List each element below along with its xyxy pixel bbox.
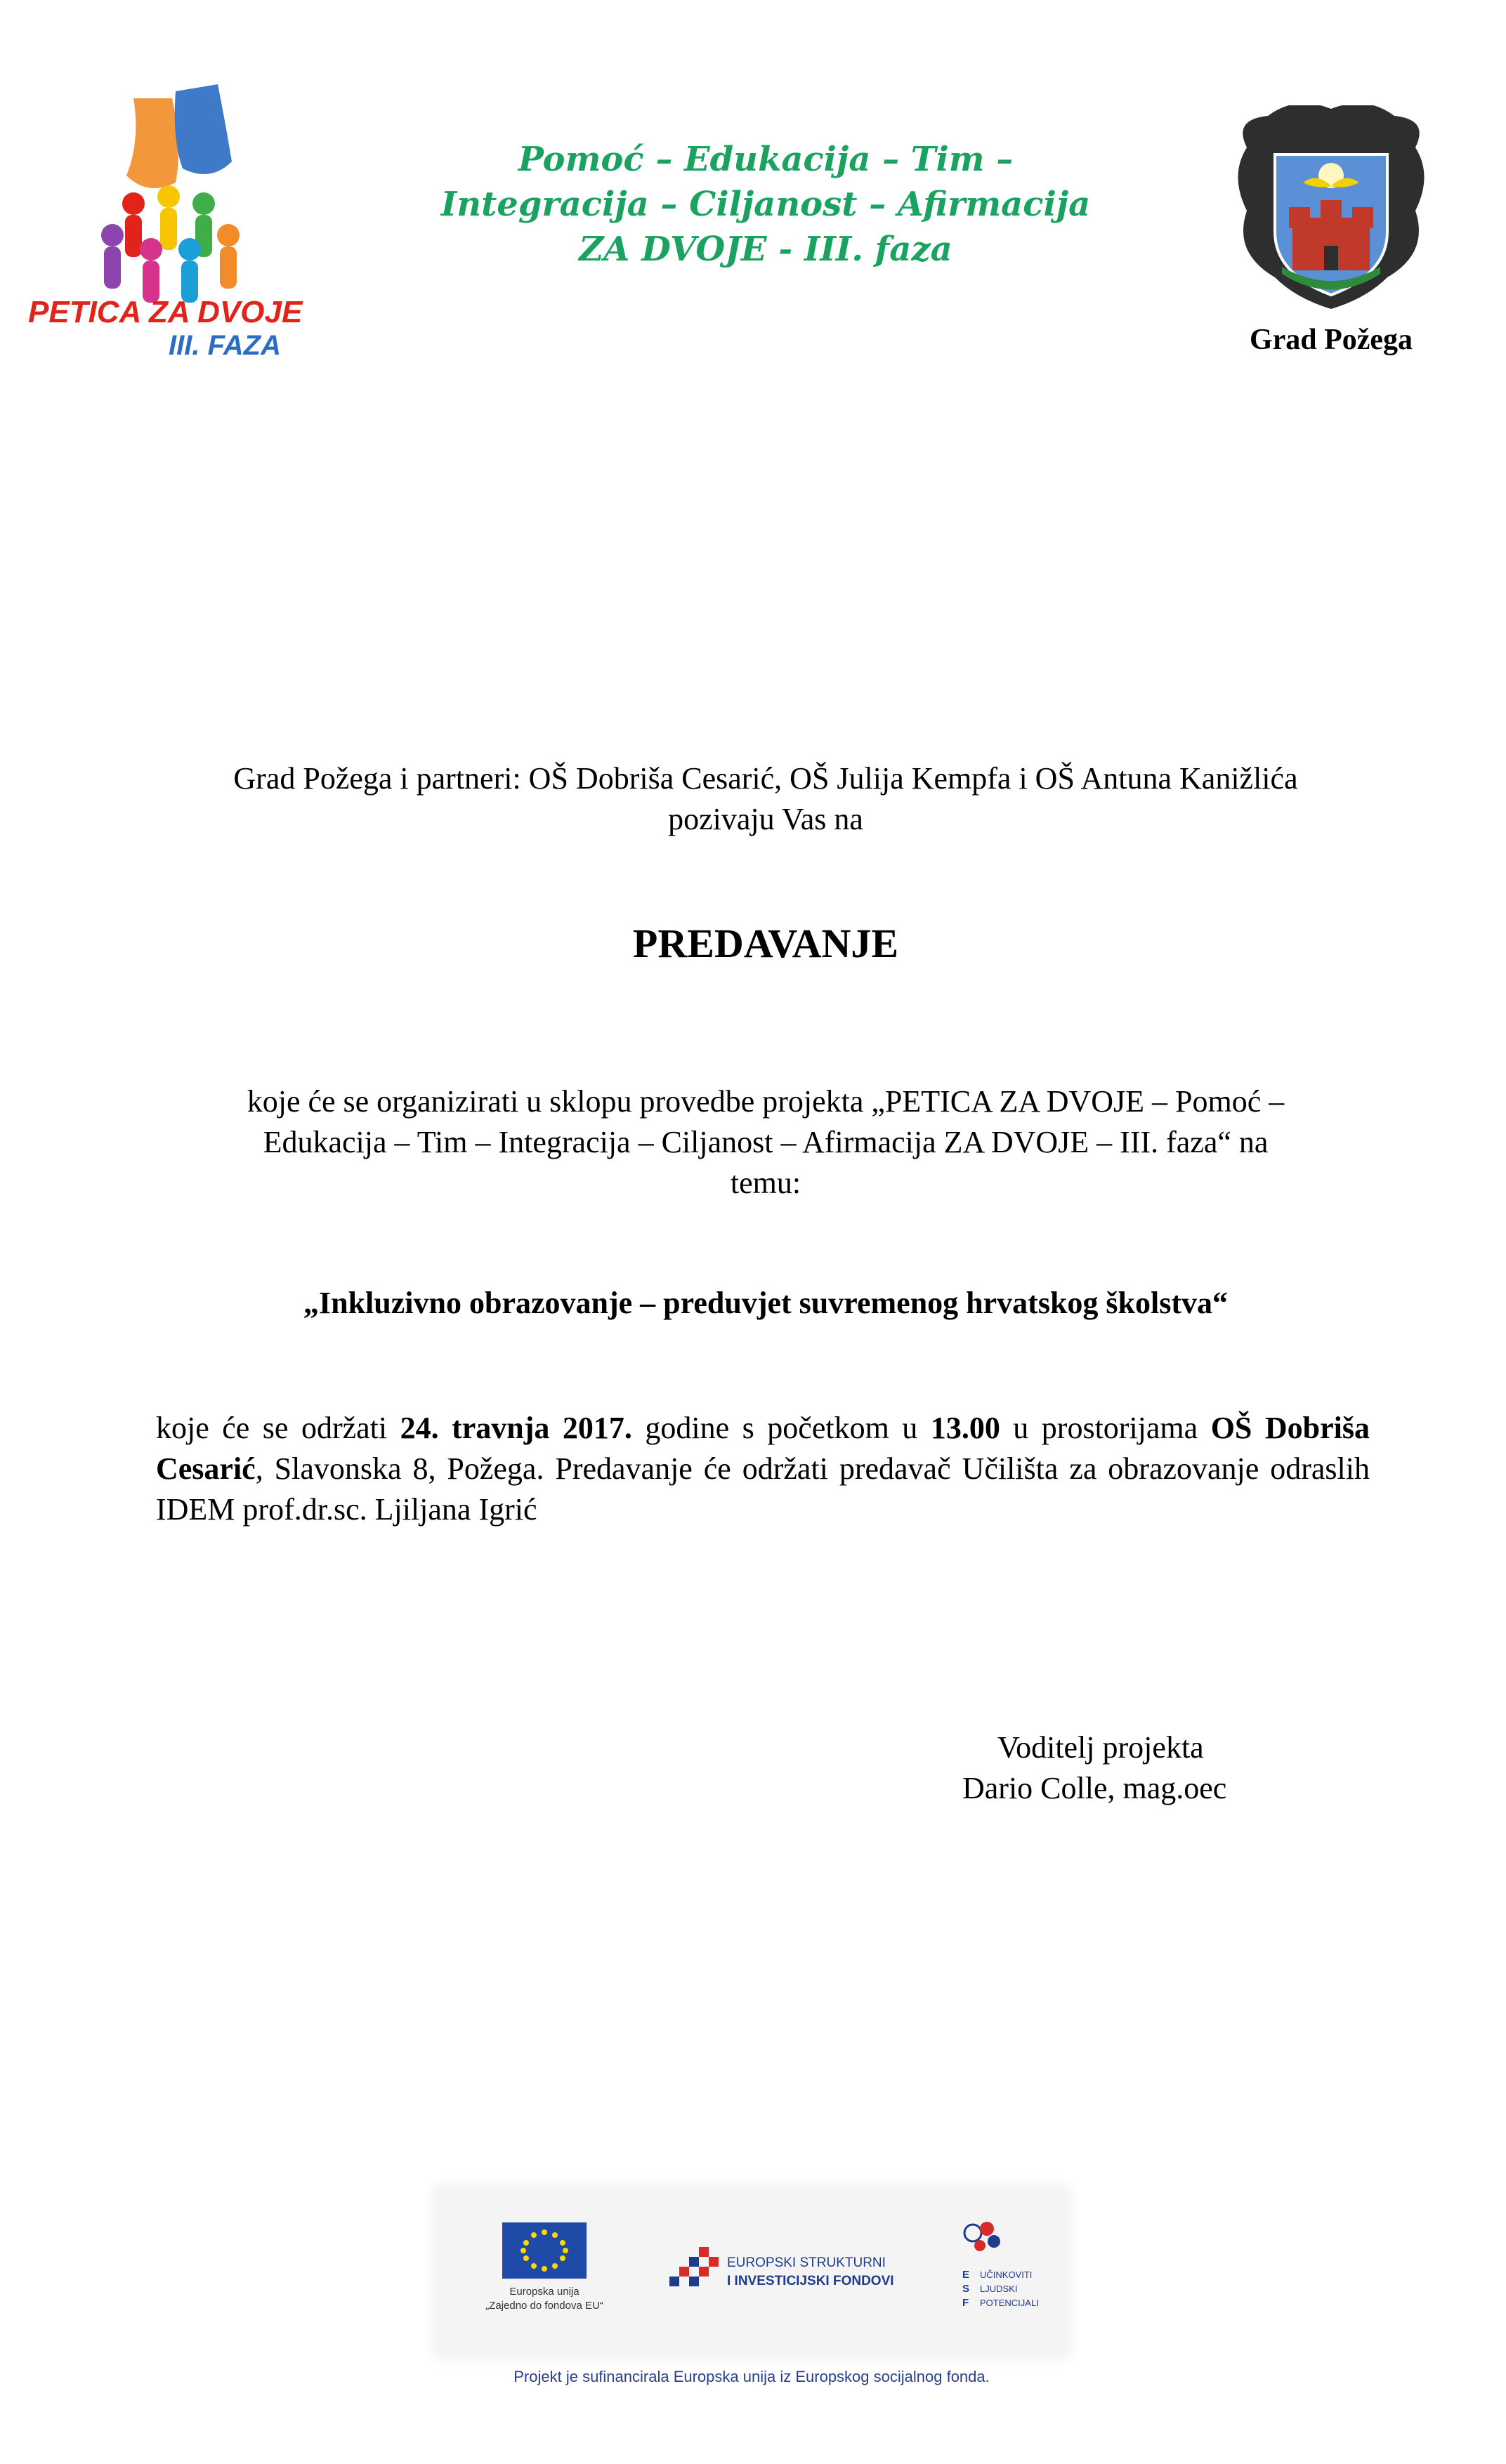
petica-logo-phase: III. FAZA (169, 330, 281, 361)
project-tagline (379, 137, 1152, 272)
funding-note: Projekt je sufinancirala Europska unija iz Europskog socijalnog fonda. (513, 2368, 990, 2385)
esf-text-2: LJUDSKI (980, 2284, 1018, 2294)
croatia-checker-icon (664, 2240, 727, 2303)
city-crest-icon (1226, 105, 1436, 323)
intro-text (126, 758, 1405, 840)
petica-logo-title: PETICA ZA DVOJE (28, 295, 303, 329)
tagline-line-1: Pomoć – Edukacija – Tim – (518, 140, 1014, 179)
lecture-topic: „Inkluzivno obrazovanje – preduvjet suvremenog hrvatskog školstva“ (303, 1286, 1229, 1320)
context-line-1: koje će se organizirati u sklopu provedbe projekta „PETICA ZA DVOJE – Pomoć – (247, 1084, 1285, 1119)
signature-name: Dario Colle, mag.oec (962, 1771, 1227, 1805)
city-crest (1226, 105, 1436, 323)
intro-line-2: pozivaju Vas na (668, 802, 863, 836)
event-details (156, 1408, 1370, 1530)
tagline-line-2: Integracija – Ciljanost – Afirmacija (440, 185, 1091, 224)
details-text-2: godine s početkom u (631, 1411, 931, 1445)
signature-role: Voditelj projekta (997, 1730, 1204, 1765)
petica-logo (28, 84, 309, 365)
eu-label-1: Europska unija (509, 2286, 580, 2298)
esf-letter-f: F (962, 2297, 969, 2309)
esf-text (980, 2268, 1039, 2310)
eu-label-2: „Zajedno do fondova EU“ (485, 2300, 603, 2312)
context-line-2: Edukacija – Tim – Integracija – Ciljanost – Afirmacija ZA DVOJE – III. faza“ na (263, 1125, 1269, 1159)
tagline-line-3: ZA DVOJE - III. faza (579, 230, 952, 269)
page-title: PREDAVANJE (632, 921, 899, 966)
event-date: 24. travnja 2017. (400, 1411, 632, 1445)
esf-text-3: POTENCIJALI (980, 2298, 1039, 2308)
esf-letter-s: S (962, 2283, 970, 2295)
esif-label-2: I INVESTICIJSKI FONDOVI (727, 2274, 894, 2288)
details-text-1: koje će se održati (156, 1411, 400, 1445)
esf-flower-icon (959, 2219, 1008, 2261)
eu-flag-icon (502, 2222, 587, 2279)
esif-label-1: EUROPSKI STRUKTURNI (727, 2255, 886, 2270)
signature-block (962, 1727, 1328, 1809)
crest-label: Grad Požega (1249, 324, 1413, 356)
context-text (155, 1081, 1377, 1204)
details-text-3: u prostorijama (1000, 1411, 1211, 1445)
event-place: OŠ Dobriša Cesarić (156, 1411, 1370, 1486)
esf-text-1: UČINKOVITI (980, 2269, 1033, 2280)
eu-funding-banner (439, 2191, 1064, 2352)
details-text-4: , Slavonska 8, Požega. Predavanje će održati predavač Učilišta za obrazovanje odraslih IDEM prof.dr.sc. Ljiljana Igrić (156, 1451, 1370, 1527)
intro-line-1: Grad Požega i partneri: OŠ Dobriša Cesarić, OŠ Julija Kempfa i OŠ Antuna Kanižlića (233, 761, 1298, 796)
context-line-3: temu: (730, 1166, 801, 1200)
esf-letters (962, 2268, 972, 2310)
esf-letter-e: E (962, 2269, 970, 2281)
event-time: 13.00 (930, 1411, 1000, 1445)
